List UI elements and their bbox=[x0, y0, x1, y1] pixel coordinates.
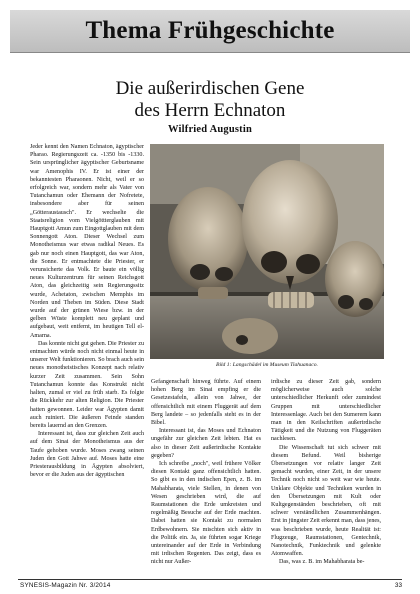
skull-photo-image bbox=[150, 144, 384, 359]
article-title-line2: des Herrn Echnaton bbox=[134, 100, 286, 121]
skull-photo bbox=[150, 144, 384, 359]
paragraph: Gefangenschaft hinweg führte. Auf einem hohen Berg im Sinai empfing er die Gesetzestafeln, allein von Jahwe, der offensichtlich mit einem Fluggerät auf dem Berg landete – so jedenfalls steht es in der Bibel. bbox=[151, 379, 261, 427]
footer-rule bbox=[18, 579, 402, 580]
paragraph: Das konnte nicht gut gehen. Die Priester zu entmachten würde noch nicht einmal heute in unserer Welt funktionieren. So brach auch sein neues monotheistisches Konzept nach relativ kurzer Zeit zusammen. Sein Sohn Tutanchamun konnte das Konstrukt nicht halten, zumal er viel zu früh starb. Es folgte die Rückkehr zur alten Religion. Die Priester hatten gewonnen. Leider war Ägypten damit auch ruiniert. Die äußeren Feinde standen bereits lauernd an den Grenzen. bbox=[30, 340, 144, 429]
text-column-3 bbox=[271, 378, 381, 567]
section-title: Thema Frühgeschichte bbox=[85, 17, 335, 44]
article-title bbox=[40, 78, 380, 122]
paragraph: Jeder kennt den Namen Echnaton, ägyptischer Pharao. Regierungszeit ca. -1350 bis -1330. Sein ursprünglicher ägyptischer Geburtsname war Amenophis IV. Er ist einer der bekanntesten Pharaonen. Nicht, weil er so erfolgreich war, sondern mehr als Vater von Tutanchamun oder Ehemann der Nofretete, insbesondere aber für seinen „Götteraustausch". Er wechselte die Staatsreligion vom Vielgöttterglauben mit Hauptgott Amun zum Eingottglauben mit dem Sonnengott Aton. Dieser Wechsel zum Monotheismus war etwas radikal Neues. Es gab nur noch einen Hauptgott, das war Aton, die Sonne. Er entmachtete die Priester, er verunsicherte das Volk. Er baute ein völlig neues Kulturzentrum für seinen Reichsgott Aton, das gleichzeitig sein Regierungssitz wurde, Achetaton, zwischen Memphis im Norden und Theben im Süden. Diese Stadt wurde auf der grünen Wiese bzw. in der gelben Wüste komplett neu geplant und aufgebaut, weit entfernt, im heutigen Tell el-Amarna. bbox=[30, 144, 144, 339]
section-header bbox=[10, 10, 410, 53]
paragraph: irdische zu dieser Zeit gab, sondern möglicherweise auch solche unterschiedlicher Herkunft oder zumindest Gruppen mit unterschiedlicher Interessenlage. Auch bei den Sumerern kann man in den Keilschriften außerirdische Tätigkeit und die Nutzung von Fluggeräten nachlesen. bbox=[271, 379, 381, 443]
skull-right bbox=[325, 241, 384, 317]
article-author: Wilfried Augustin bbox=[168, 124, 253, 135]
footer-magazine: SYNESIS-Magazin Nr. 3/2014 bbox=[20, 582, 111, 589]
paragraph: Interessant ist, das Moses und Echnaton ungefähr zur gleichen Zeit lebten. Hat es also in dieser Zeit außerirdische Kontakte gegeben? bbox=[151, 428, 261, 459]
paragraph: Ich schreibe „noch", weil frühere Völker diesen Kontakt ganz offensichtlich hatten. So gibt es in den indischen Epen, z. B. im Mahabharata, viele Stellen, in denen von Wesen geschrieben wird, die auf Raumstationen die Erde umkreisten und regelmäßig Besuche auf der Erde machten. Dabei hatten sie Kontakt zu normalen Erdbewohnern. Sie mischten sich aktiv in die Politik ein. Ja, sie führten sogar Kriege untereinander auf der Erde in Verbindung mit irdischen Regenten. Das zeigt, dass es nicht nur Außer- bbox=[151, 461, 261, 566]
article-title-line1: Die außerirdischen Gene bbox=[115, 78, 305, 99]
text-column-1 bbox=[30, 143, 144, 479]
paragraph: Die Wissenschaft tut sich schwer mit diesem Befund. Weil bisherige Übersetzungen vor relativ langer Zeit gemacht wurden, einer Zeit, in der unsere Technik noch nicht so weit war wie heute. Unklare Objekte und Techniken wurden in den Übersetzungen mit Kult oder Kultgegenständen beschrieben, oft mit schwer verständlichen Zusammenhängen. Erst in jüngster Zeit erkennt man, dass jenes, was beschrieben wurde, heute Realität ist: Flugzeuge, Raumstationen, Gentechnik, Nanotechnik, Funktechnik und gelenkte Atomwaffen. bbox=[271, 444, 381, 558]
paragraph: Interessant ist, dass zur gleichen Zeit auch auf dem Sinai der Monotheismus aus der Taufe gehoben wurde. Moses zwang seinen Juden den Gott Jahwe auf. Moses hatte eine Priesterausbildung in Ägypten absolviert, bevor er die Juden aus der ägyptischen bbox=[30, 431, 144, 479]
text-column-2 bbox=[151, 378, 261, 567]
page-number: 33 bbox=[394, 582, 402, 589]
paragraph: Das, was z. B. im Mahabharata be- bbox=[279, 559, 365, 566]
figure-caption: Bild 1: Langschädel im Museum Tiahuanaco. bbox=[216, 362, 318, 368]
